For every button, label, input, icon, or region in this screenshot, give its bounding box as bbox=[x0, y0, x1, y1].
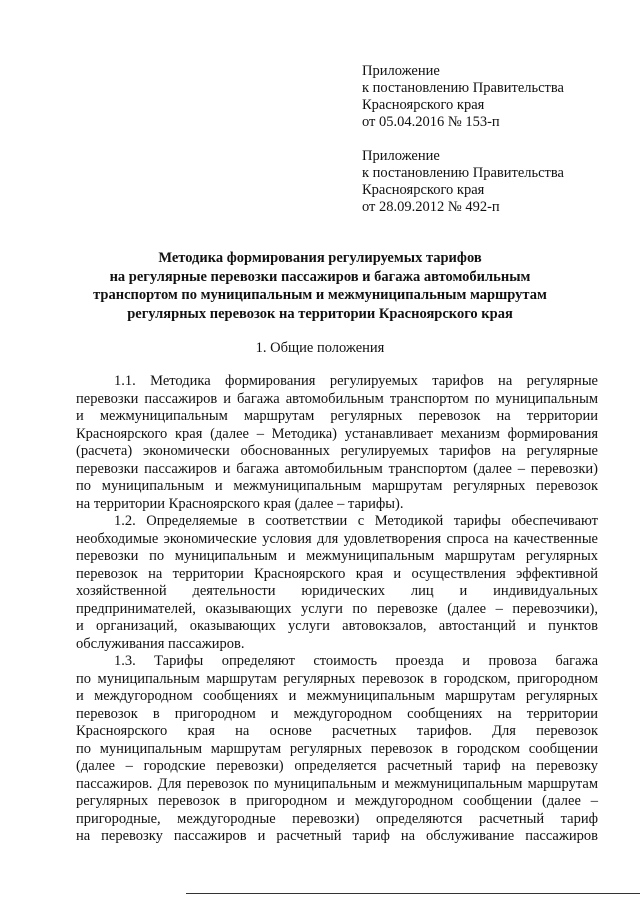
paragraph-1-3 bbox=[76, 653, 598, 846]
text-line: перевозок на территории Красноярского края и осуществления эффективной bbox=[76, 565, 598, 582]
text-line: по муниципальным маршрутам регулярных перевозок в городском сообщении bbox=[76, 740, 598, 757]
text-line: 1.3. Тарифы определяют стоимость проезда и провоза багажа bbox=[114, 653, 598, 669]
paragraph-1-1 bbox=[76, 373, 598, 513]
text-line: предпринимателей, оказывающих услуги по перевозке (далее – перевозчики), bbox=[76, 600, 598, 617]
approval-line: к постановлению Правительства bbox=[362, 80, 564, 96]
section-heading: 1. Общие положения bbox=[255, 340, 385, 356]
approval-line: Красноярского края bbox=[362, 97, 485, 113]
approval-line: Красноярского края bbox=[362, 182, 485, 198]
text-line: перевозки пассажиров и багажа автомобильным транспортом по муниципальным bbox=[76, 390, 598, 407]
text-line: по муниципальным и межмуниципальным маршрутам регулярных перевозок bbox=[76, 478, 598, 494]
document-body bbox=[76, 373, 598, 846]
approval-line: Приложение bbox=[362, 148, 440, 164]
page-bottom-rule bbox=[186, 893, 640, 894]
approval-line: от 05.04.2016 № 153-п bbox=[362, 114, 500, 130]
title-line: регулярных перевозок на территории Красноярского края bbox=[127, 305, 513, 322]
text-line: и организаций, оказывающих услуги автовокзалов, автостанций и пунктов bbox=[76, 618, 598, 634]
text-line: Красноярского края на основе расчетных тарифов. Для перевозок bbox=[76, 723, 598, 739]
text-line: перевозки по муниципальным и межмуниципальным маршрутам регулярных bbox=[76, 548, 598, 564]
text-line: пригородные, междугородные перевозки) определяются расчетный тариф bbox=[76, 810, 598, 827]
title-line: на регулярные перевозки пассажиров и багажа автомобильным bbox=[109, 268, 531, 285]
title-line: Методика формирования регулируемых тарифов bbox=[158, 250, 482, 266]
text-line: (расчета) экономически обоснованных регулируемых тарифов на регулярные bbox=[76, 443, 598, 459]
text-line: обслуживания пассажиров. bbox=[76, 635, 245, 652]
text-line: перевозок в пригородном и междугородном сообщениях на территории bbox=[76, 705, 598, 722]
text-line: 1.1. Методика формирования регулируемых тарифов на регулярные bbox=[114, 373, 598, 389]
text-line: регулярных перевозок в пригородном и междугородном сообщении (далее – bbox=[76, 793, 598, 809]
approval-line: от 28.09.2012 № 492-п bbox=[362, 199, 500, 215]
document-title bbox=[70, 249, 570, 323]
text-line: и междугородном сообщениях и межмуниципальным маршрутам регулярных bbox=[76, 688, 598, 704]
text-line: и межмуниципальным маршрутам регулярных перевозок на территории bbox=[76, 408, 598, 424]
text-line: 1.2. Определяемые в соответствии с Методикой тарифы обеспечивают bbox=[114, 513, 598, 529]
text-line: необходимые экономические условия для удовлетворения спроса на качественные bbox=[76, 530, 598, 547]
approval-line: Приложение bbox=[362, 63, 440, 79]
paragraph-1-2 bbox=[76, 513, 598, 653]
title-line: транспортом по муниципальным и межмуниципальным маршрутам bbox=[93, 287, 547, 303]
approval-block-2 bbox=[362, 148, 622, 216]
text-line: (далее – городские перевозки) определяется расчетный тариф на перевозку bbox=[76, 758, 598, 774]
text-line: хозяйственной деятельности юридических лиц и индивидуальных bbox=[76, 583, 598, 599]
text-line: по муниципальным маршрутам регулярных перевозок в городском, пригородном bbox=[76, 670, 598, 687]
text-line: пассажиров. Для перевозок по муниципальным и межмуниципальным маршрутам bbox=[76, 775, 598, 792]
text-line: Красноярского края (далее – Методика) устанавливает механизм формирования bbox=[76, 425, 598, 442]
approval-block-1 bbox=[362, 63, 622, 131]
text-line: перевозки пассажиров и багажа автомобильным транспортом (далее – перевозки) bbox=[76, 460, 598, 477]
approval-line: к постановлению Правительства bbox=[362, 165, 564, 181]
text-line: на территории Красноярского края (далее – тарифы). bbox=[76, 495, 404, 512]
text-line: на перевозку пассажиров и расчетный тариф на обслуживание пассажиров bbox=[76, 828, 598, 844]
